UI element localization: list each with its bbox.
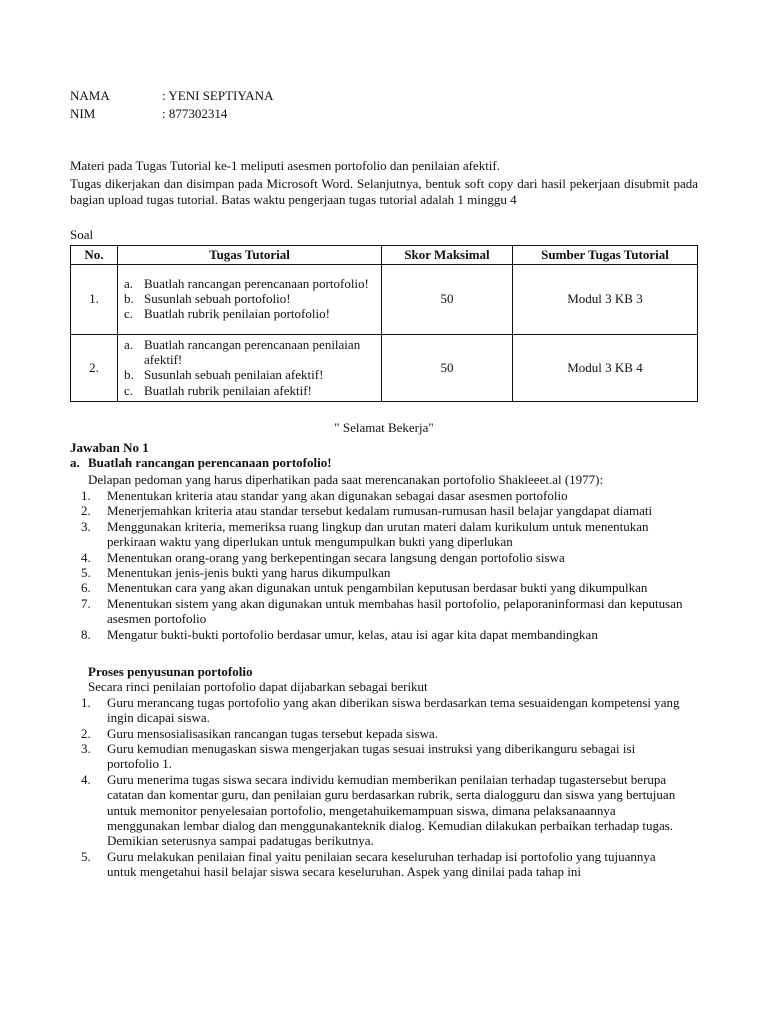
soal-label: Soal [70, 227, 94, 243]
list-item: 3. Menggunakan kriteria, memeriksa ruang lingkup dan urutan materi dalam kurikulum untuk menentukan perkiraan waktu yang diperlukan untuk mengumpulkan bukti yang diperlukan [81, 518, 649, 550]
name-label: NAMA [70, 88, 110, 103]
list-item: 4. Guru menerima tugas siswa secara individu kemudian memberikan penilaian terhadap tugastersebut berupa catatan dan komentar guru, dan penilaian guru berdasarkan rubrik, serta dialogguru dan siswa yang bertujuan untuk memonitor penyelesaian portofolio, mengetahuikemampuan siswa, dimana pelaksanaannya menggunakan lembar dialog dan menggunakanteknik dialog. Kemudian dilakukan perbaikan terhadap tugas. Demikian seterusnya sampai padatugas berikutnya. [81, 771, 676, 849]
list-item: 1. Menentukan kriteria atau standar yang akan digunakan sebagai dasar asesmen portofolio [81, 487, 568, 503]
proses-title: Proses penyusunan portofolio [88, 663, 253, 679]
list-item: 1. Guru merancang tugas portofolio yang akan diberikan siswa berdasarkan tema sesuaidengan kompetensi yang ingin dicapai siswa. [81, 694, 680, 726]
closing-text: " Selamat Bekerja" [334, 420, 434, 436]
col-header-no: No. [71, 245, 118, 264]
list-item: 5. Guru melakukan penilaian final yaitu penilaian secara keseluruhan terhadap isi portofolio yang tujuannya untuk mengetahui hasil belajar siswa secara keseluruhan. Aspek yang dinilai pada tahap ini [81, 848, 656, 880]
task-item: a. Buatlah rancangan perencanaan penilaian afektif! [124, 336, 361, 368]
row-tasks [118, 264, 382, 334]
row-skor: 50 [382, 334, 513, 402]
pedoman-list [70, 488, 698, 642]
task-item: c. Buatlah rubrik penilaian portofolio! [124, 306, 330, 322]
jawaban-subtitle [70, 455, 698, 470]
proses-list [70, 695, 698, 880]
document-page [70, 88, 698, 880]
col-header-sumber: Sumber Tugas Tutorial [513, 245, 698, 264]
list-item: 6. Menentukan cara yang akan digunakan untuk pengambilan keputusan berdasar bukti yang dikumpulkan [81, 580, 648, 596]
proses-intro: Secara rinci penilaian portofolio dapat dijabarkan sebagai berikut [88, 679, 428, 695]
task-item: c. Buatlah rubrik penilaian afektif! [124, 382, 312, 398]
list-item: 5. Menentukan jenis-jenis bukti yang harus dikumpulkan [81, 564, 391, 580]
row-tasks [118, 334, 382, 402]
list-item: 2. Menerjemahkan kriteria atau standar tersebut kedalam rumusan-rumusan hasil belajar yangdapat diamati [81, 503, 653, 519]
intro-paragraph-1: Materi pada Tugas Tutorial ke-1 meliputi asesmen portofolio dan penilaian afektif. [70, 158, 501, 173]
jawaban-subtitle-text: Buatlah rancangan perencanaan portofolio! [88, 455, 332, 471]
jawaban-intro: Delapan pedoman yang harus diperhatikan pada saat merencanakan portofolio Shakleeet.al (1977): [88, 472, 604, 488]
task-table-header [71, 245, 698, 264]
task-item: b. Susunlah sebuah portofolio! [124, 290, 291, 306]
name-value: : YENI SEPTIYANA [162, 88, 274, 103]
name-row [70, 88, 698, 106]
task-item: a. Buatlah rancangan perencanaan portofolio! [124, 275, 369, 291]
task-table [70, 245, 698, 403]
list-item: 2. Guru mensosialisasikan rancangan tugas tersebut kepada siswa. [81, 725, 439, 741]
row-sumber: Modul 3 KB 3 [513, 264, 698, 334]
jawaban-title: Jawaban No 1 [70, 439, 149, 455]
row-skor: 50 [382, 264, 513, 334]
table-row [71, 264, 698, 334]
row-no: 2. [71, 334, 118, 402]
col-header-tugas: Tugas Tutorial [118, 245, 382, 264]
jawaban-subtitle-letter: a. [70, 455, 80, 471]
list-item: 7. Menentukan sistem yang akan digunakan untuk membahas hasil portofolio, pelaporaninformasi dan keputusan asesmen portofolio [81, 595, 683, 627]
task-item: b. Susunlah sebuah penilaian afektif! [124, 367, 324, 383]
row-no: 1. [71, 264, 118, 334]
list-item: 8. Mengatur bukti-bukti portofolio berdasar umur, kelas, atau isi agar kita dapat membandingkan [81, 626, 598, 642]
intro-paragraph-2: Tugas dikerjakan dan disimpan pada Microsoft Word. Selanjutnya, bentuk soft copy dari hasil pekerjaan disubmit pada bagian upload tugas tutorial. Batas waktu pengerjaan tugas tutorial adalah 1 minggu 4 [70, 176, 698, 207]
list-item: 4. Menentukan orang-orang yang berkepentingan secara langsung dengan portofolio siswa [81, 549, 565, 565]
nim-value: : 877302314 [162, 106, 228, 121]
table-row [71, 334, 698, 402]
row-sumber: Modul 3 KB 4 [513, 334, 698, 402]
list-item: 3. Guru kemudian menugaskan siswa mengerjakan tugas sesuai instruksi yang diberikanguru sebagai isi portofolio 1. [81, 740, 636, 772]
nim-row [70, 106, 698, 124]
nim-label: NIM [70, 106, 96, 121]
col-header-skor: Skor Maksimal [382, 245, 513, 264]
